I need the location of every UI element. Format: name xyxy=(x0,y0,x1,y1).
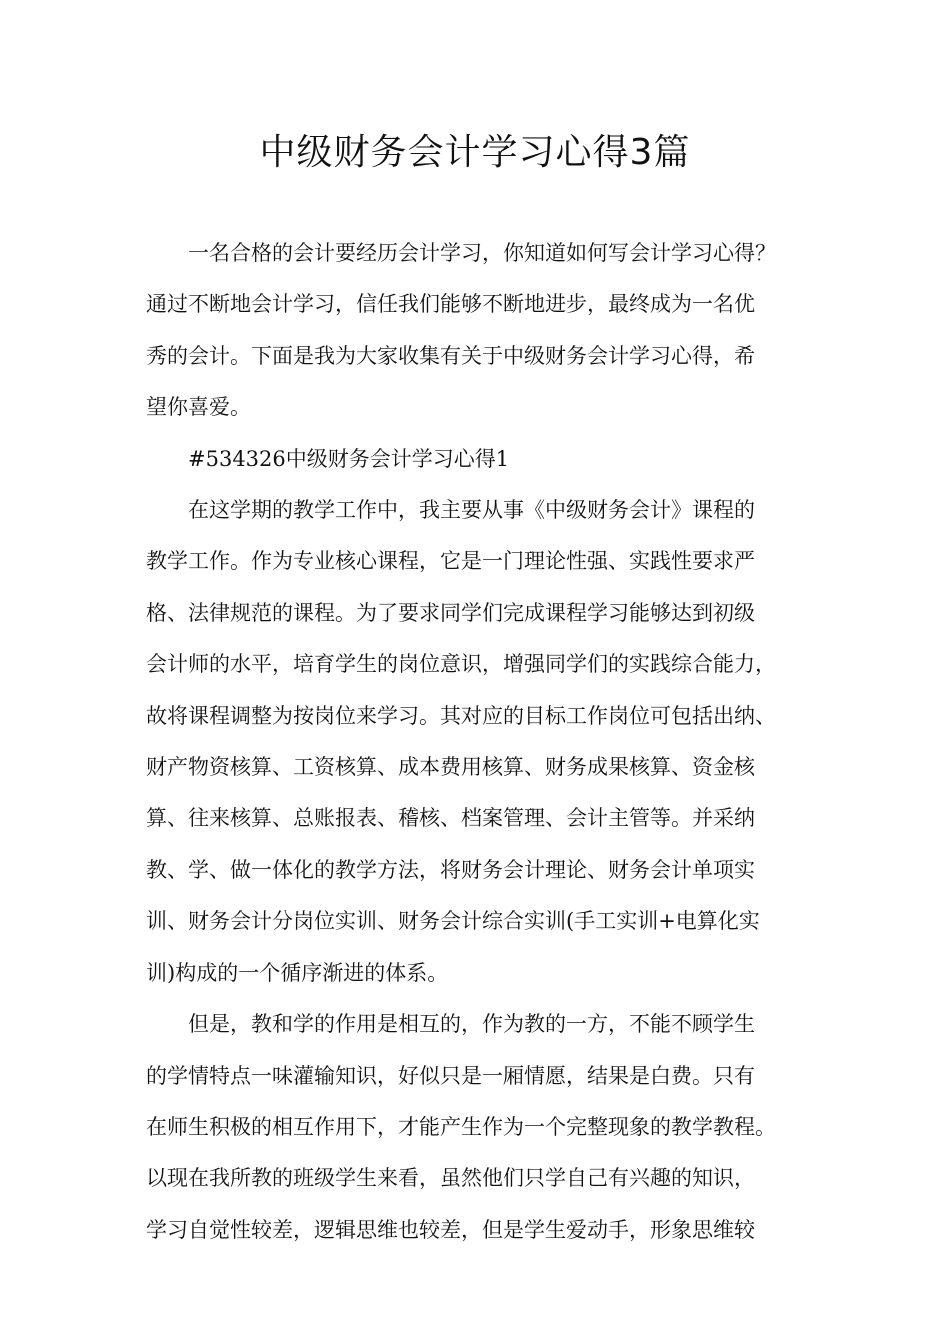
text-line: 在师生积极的相互作用下，才能产生作为一个完整现象的教学教程。 xyxy=(146,1114,776,1139)
text-line: 一名合格的会计要经历会计学习，你知道如何写会计学习心得？ xyxy=(188,241,776,265)
document-body xyxy=(146,228,826,1256)
text-line: 通过不断地会计学习，信任我们能够不断地进步，最终成为一名优 xyxy=(146,292,755,317)
text-line: 训)构成的一个循序渐进的体系。 xyxy=(146,960,449,985)
text-line: 财产物资核算、工资核算、成本费用核算、财务成果核算、资金核 xyxy=(146,755,755,780)
text-line: 学习自觉性较差，逻辑思维也较差，但是学生爱动手，形象思维较 xyxy=(146,1217,755,1242)
paragraph-teaching-work xyxy=(146,485,826,999)
text-line: 教学工作。作为专业核心课程，它是一门理论性强、实践性要求严 xyxy=(146,549,755,574)
text-line: 格、法律规范的课程。为了要求同学们完成课程学习能够达到初级 xyxy=(146,600,755,625)
text-line: 望你喜爱。 xyxy=(146,395,251,420)
paragraph-intro xyxy=(146,228,826,434)
text-line: 但是，教和学的作用是相互的，作为教的一方，不能不顾学生 xyxy=(188,1012,755,1037)
text-line: 在这学期的教学工作中，我主要从事《中级财务会计》课程的 xyxy=(188,498,755,523)
text-line: 教、学、做一体化的教学方法，将财务会计理论、财务会计单项实 xyxy=(146,857,755,882)
text-line: 训、财务会计分岗位实训、财务会计综合实训(手工实训+电算化实 xyxy=(146,909,760,934)
text-line: 秀的会计。下面是我为大家收集有关于中级财务会计学习心得，希 xyxy=(146,343,755,368)
text-line: 以现在我所教的班级学生来看，虽然他们只学自己有兴趣的知识， xyxy=(146,1166,755,1191)
section-heading: #534326中级财务会计学习心得1 xyxy=(188,446,510,471)
text-line: 故将课程调整为按岗位来学习。其对应的目标工作岗位可包括出纳、 xyxy=(146,703,776,728)
paragraph-teaching-interaction xyxy=(146,999,826,1256)
text-line: 的学情特点一味灌输知识，好似只是一厢情愿，结果是白费。只有 xyxy=(146,1063,755,1088)
text-line: 会计师的水平，培育学生的岗位意识，增强同学们的实践综合能力， xyxy=(146,652,776,677)
text-line: 算、往来核算、总账报表、稽核、档案管理、会计主管等。并采纳 xyxy=(146,806,755,831)
document-title: 中级财务会计学习心得3篇 xyxy=(259,132,691,173)
